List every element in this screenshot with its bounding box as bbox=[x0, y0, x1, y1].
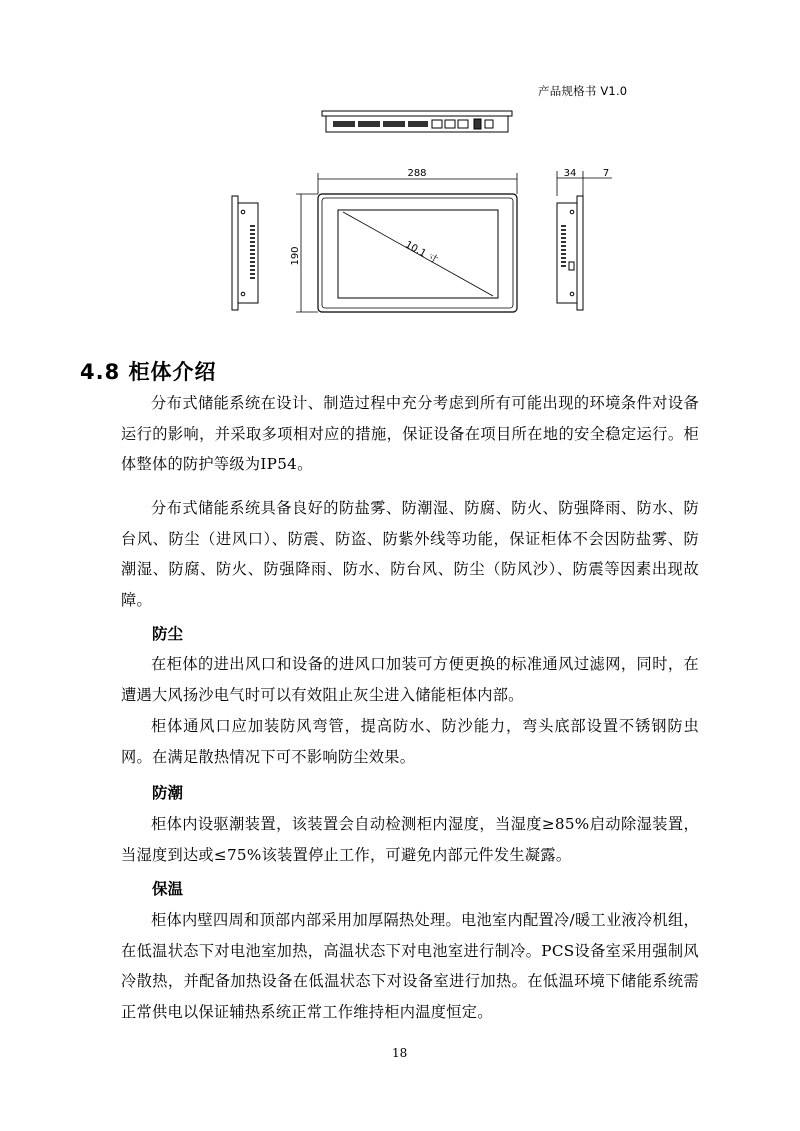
width-dimension-label: 288 bbox=[407, 168, 427, 179]
document-header-label: 产品规格书 V1.0 bbox=[538, 84, 628, 98]
section-heading: 4.8 柜体介绍 bbox=[80, 360, 217, 384]
moisture-subheading: 防潮 bbox=[152, 784, 184, 802]
insulation-subheading: 保温 bbox=[152, 880, 184, 898]
intro-paragraph: 分布式储能系统具备良好的防盐雾、防潮湿、防腐、防火、防强降雨、防水、防台风、防尘（进风口）、防震、防盗、防紫外线等功能，保证柜体不会因防盐雾、防潮湿、防腐、防火、防强降雨、防水、防台风、防尘（防风沙）、防震等因素出现故障。 bbox=[121, 499, 699, 609]
page-number: 18 bbox=[392, 1046, 408, 1060]
dust-paragraph: 在柜体的进出风口和设备的进风口加装可方便更换的标准通风过滤网，同时，在遭遇大风扬沙电气时可以有效阻止灰尘进入储能柜体内部。 bbox=[121, 655, 699, 704]
technical-drawing bbox=[0, 0, 800, 340]
dust-paragraph: 柜体通风口应加装防风弯管，提高防水、防沙能力，弯头底部设置不锈钢防虫网。在满足散热情况下可不影响防尘效果。 bbox=[121, 717, 699, 766]
insulation-paragraph: 柜体内壁四周和顶部内部采用加厚隔热处理。电池室内配置冷/暖工业液冷机组，在低温状态下对电池室加热，高温状态下对电池室进行制冷。PCS设备室采用强制风冷散热，并配备加热设备在低温状态下对设备室进行加热。在低温环境下储能系统需正常供电以保证辅热系统正常工作维持柜内温度恒定。 bbox=[121, 911, 699, 1021]
height-dimension-label: 190 bbox=[290, 246, 301, 266]
diagonal-label: 10.1 寸 bbox=[403, 239, 440, 267]
side-dimension-a-label: 34 bbox=[563, 168, 577, 179]
right-side-view bbox=[557, 196, 583, 310]
left-side-view bbox=[232, 196, 258, 310]
side-dimension-b-label: 7 bbox=[602, 168, 610, 179]
top-view bbox=[322, 111, 512, 132]
dust-subheading: 防尘 bbox=[152, 625, 184, 643]
moisture-paragraph: 柜体内设驱潮装置，该装置会自动检测柜内湿度，当湿度≥85%启动除湿装置，当湿度到达或≤75%该装置停止工作，可避免内部元件发生凝露。 bbox=[121, 815, 699, 864]
intro-paragraph: 分布式储能系统在设计、制造过程中充分考虑到所有可能出现的环境条件对设备运行的影响，并采取多项相对应的措施，保证设备在项目所在地的安全稳定运行。柜体整体的防护等级为IP54。 bbox=[121, 394, 699, 473]
